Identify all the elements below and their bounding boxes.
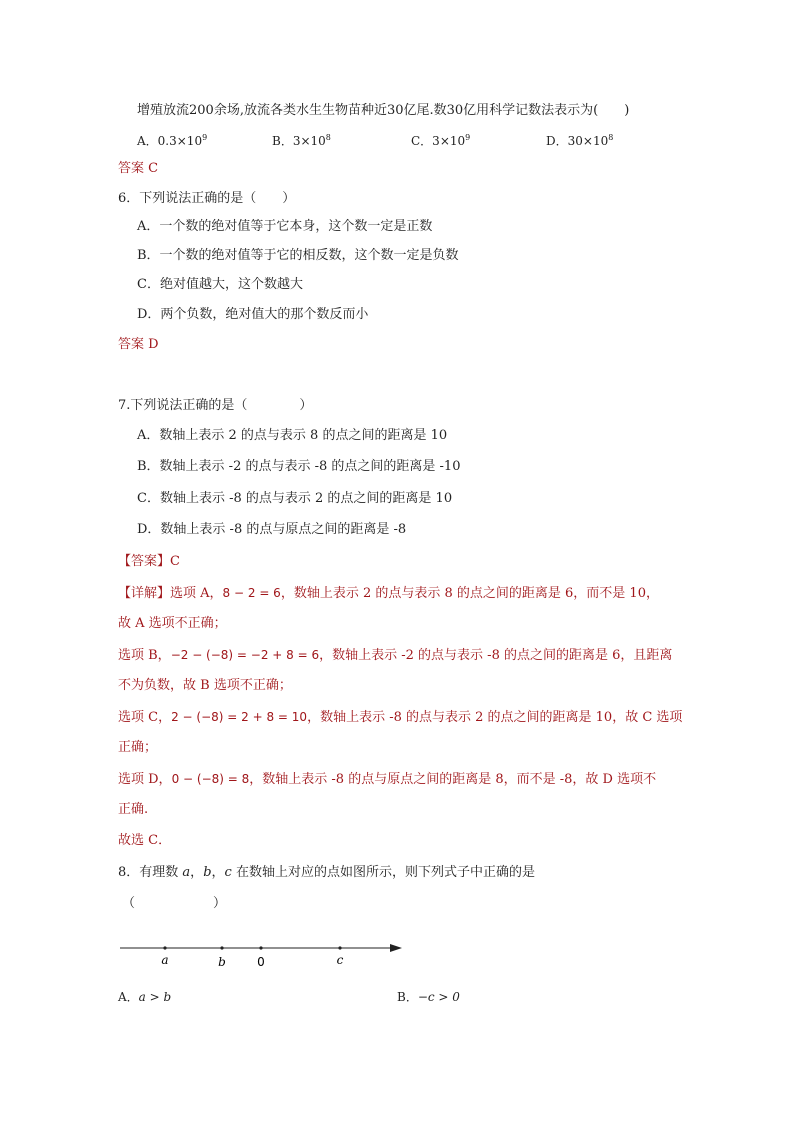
q5-answer: 答案 C: [118, 161, 159, 176]
q6-stem: 6．下列说法正确的是（ ）: [118, 191, 296, 206]
q5-option-c-text: C．3×10: [411, 134, 466, 148]
q7-detail-line-3-pre: 选项 B，: [118, 648, 171, 663]
point-b-label: b: [218, 955, 226, 969]
q7-detail-line-5-post: ，数轴上表示 -8 的点与表示 2 的点之间的距离是 10，故 C 选项: [307, 710, 683, 725]
q7-detail-line-5: [118, 708, 682, 727]
q8-option-b-label: B．: [397, 990, 418, 1004]
q8-var-b: b: [203, 865, 212, 880]
q7-answer-label: 【答案】: [118, 554, 171, 569]
q5-option-c[interactable]: [411, 132, 470, 150]
point-zero-dot: [259, 946, 262, 949]
q8-sep-2: ，: [211, 865, 225, 880]
point-a-dot: [163, 946, 166, 949]
q7-detail-line-8: 正确.: [118, 802, 149, 817]
q7-detail-line-3-math: −2 − (−8) = −2 + 8 = 6: [170, 648, 320, 662]
q6-option-c[interactable]: C．绝对值越大，这个数越大: [137, 277, 303, 292]
q8-option-b-expr: −c > 0: [417, 990, 460, 1004]
q6-option-b[interactable]: B．一个数的绝对值等于它的相反数，这个数一定是负数: [137, 248, 459, 263]
q7-detail-line-3-post: ，数轴上表示 -2 的点与表示 -8 的点之间的距离是 6，且距离: [319, 648, 673, 663]
q7-detail-line-7-math: 0 − (−8) = 8: [171, 772, 250, 786]
q5-option-b-text: B．3×10: [272, 134, 326, 148]
q6-option-d[interactable]: D．两个负数，绝对值大的那个数反而小: [137, 307, 369, 322]
q7-stem: 7.下列说法正确的是（ ）: [118, 398, 313, 413]
q7-option-c[interactable]: C．数轴上表示 -8 的点与表示 2 的点之间的距离是 10: [137, 491, 453, 506]
q5-option-d-text: D．30×10: [546, 134, 609, 148]
q5-option-a[interactable]: [137, 132, 207, 150]
q7-detail-line-7-pre: 选项 D，: [118, 772, 172, 787]
q7-option-a[interactable]: A．数轴上表示 2 的点与表示 8 的点之间的距离是 10: [137, 428, 448, 443]
q8-stem-post: 在数轴上对应的点如图所示，则下列式子中正确的是: [231, 865, 535, 880]
q7-detail-label: 【详解】: [118, 586, 171, 601]
q8-option-a-label: A．: [118, 990, 139, 1004]
q7-detail-line-3: [118, 646, 672, 665]
q7-detail-line-7-post: ，数轴上表示 -8 的点与原点之间的距离是 8，而不是 -8，故 D 选项不: [249, 772, 657, 787]
q7-detail-line-5-math: 2 − (−8) = 2 + 8 = 10: [171, 710, 308, 724]
number-line-figure: [118, 938, 408, 970]
q5-option-b-exp: 8: [325, 133, 331, 142]
q8-answer-paren: （ ）: [122, 896, 227, 911]
q8-option-b[interactable]: [397, 988, 460, 1006]
q7-conclusion: 故选 C．: [118, 833, 172, 848]
q8-option-a-expr: a > b: [138, 990, 172, 1004]
q8-sep-1: ，: [190, 865, 204, 880]
q7-detail-line-7: [118, 770, 656, 789]
q5-option-d[interactable]: [546, 132, 613, 150]
point-b-dot: [220, 946, 223, 949]
q7-option-b[interactable]: B．数轴上表示 -2 的点与表示 -8 的点之间的距离是 -10: [137, 459, 461, 474]
q7-answer-value: C: [170, 554, 180, 569]
q5-stem: 增殖放流200余场,放流各类水生生物苗种近30亿尾.数30亿用科学记数法表示为( ): [137, 103, 630, 118]
q8-var-c: c: [224, 865, 232, 880]
q8-stem: [118, 864, 535, 882]
q5-option-a-text: A．0.3×10: [137, 134, 203, 148]
point-a-label: a: [161, 953, 169, 967]
q7-detail-line-5-pre: 选项 C，: [118, 710, 172, 725]
point-c-label: c: [336, 953, 344, 967]
q7-detail-line-1-post: ，数轴上表示 2 的点与表示 8 的点之间的距离是 6，而不是 10，: [280, 586, 659, 601]
q8-stem-pre: 8．有理数: [118, 865, 183, 880]
q5-option-c-exp: 9: [465, 133, 471, 142]
number-line-arrow-icon: [390, 944, 402, 952]
q8-var-a: a: [182, 865, 191, 880]
q7-detail-line-2: 故 A 选项不正确；: [118, 616, 227, 631]
q7-answer: [118, 553, 180, 571]
q6-answer: 答案 D: [118, 337, 159, 352]
point-c-dot: [338, 946, 341, 949]
q5-option-d-exp: 8: [608, 133, 614, 142]
q7-detail-line-6: 正确；: [118, 740, 158, 755]
point-zero-label: 0: [257, 955, 265, 969]
q7-detail-line-1: [118, 584, 659, 603]
q6-option-a[interactable]: A．一个数的绝对值等于它本身，这个数一定是正数: [137, 219, 433, 234]
q7-detail-line-4: 不为负数，故 B 选项不正确；: [118, 678, 292, 693]
q7-option-d[interactable]: D．数轴上表示 -8 的点与原点之间的距离是 -8: [137, 522, 407, 537]
q7-detail-line-1-pre: 选项 A，: [170, 586, 223, 601]
q5-option-b[interactable]: [272, 132, 331, 150]
q7-detail-line-1-math: 8 − 2 = 6: [222, 586, 281, 600]
q8-option-a[interactable]: [118, 988, 171, 1006]
q5-option-a-exp: 9: [202, 133, 208, 142]
